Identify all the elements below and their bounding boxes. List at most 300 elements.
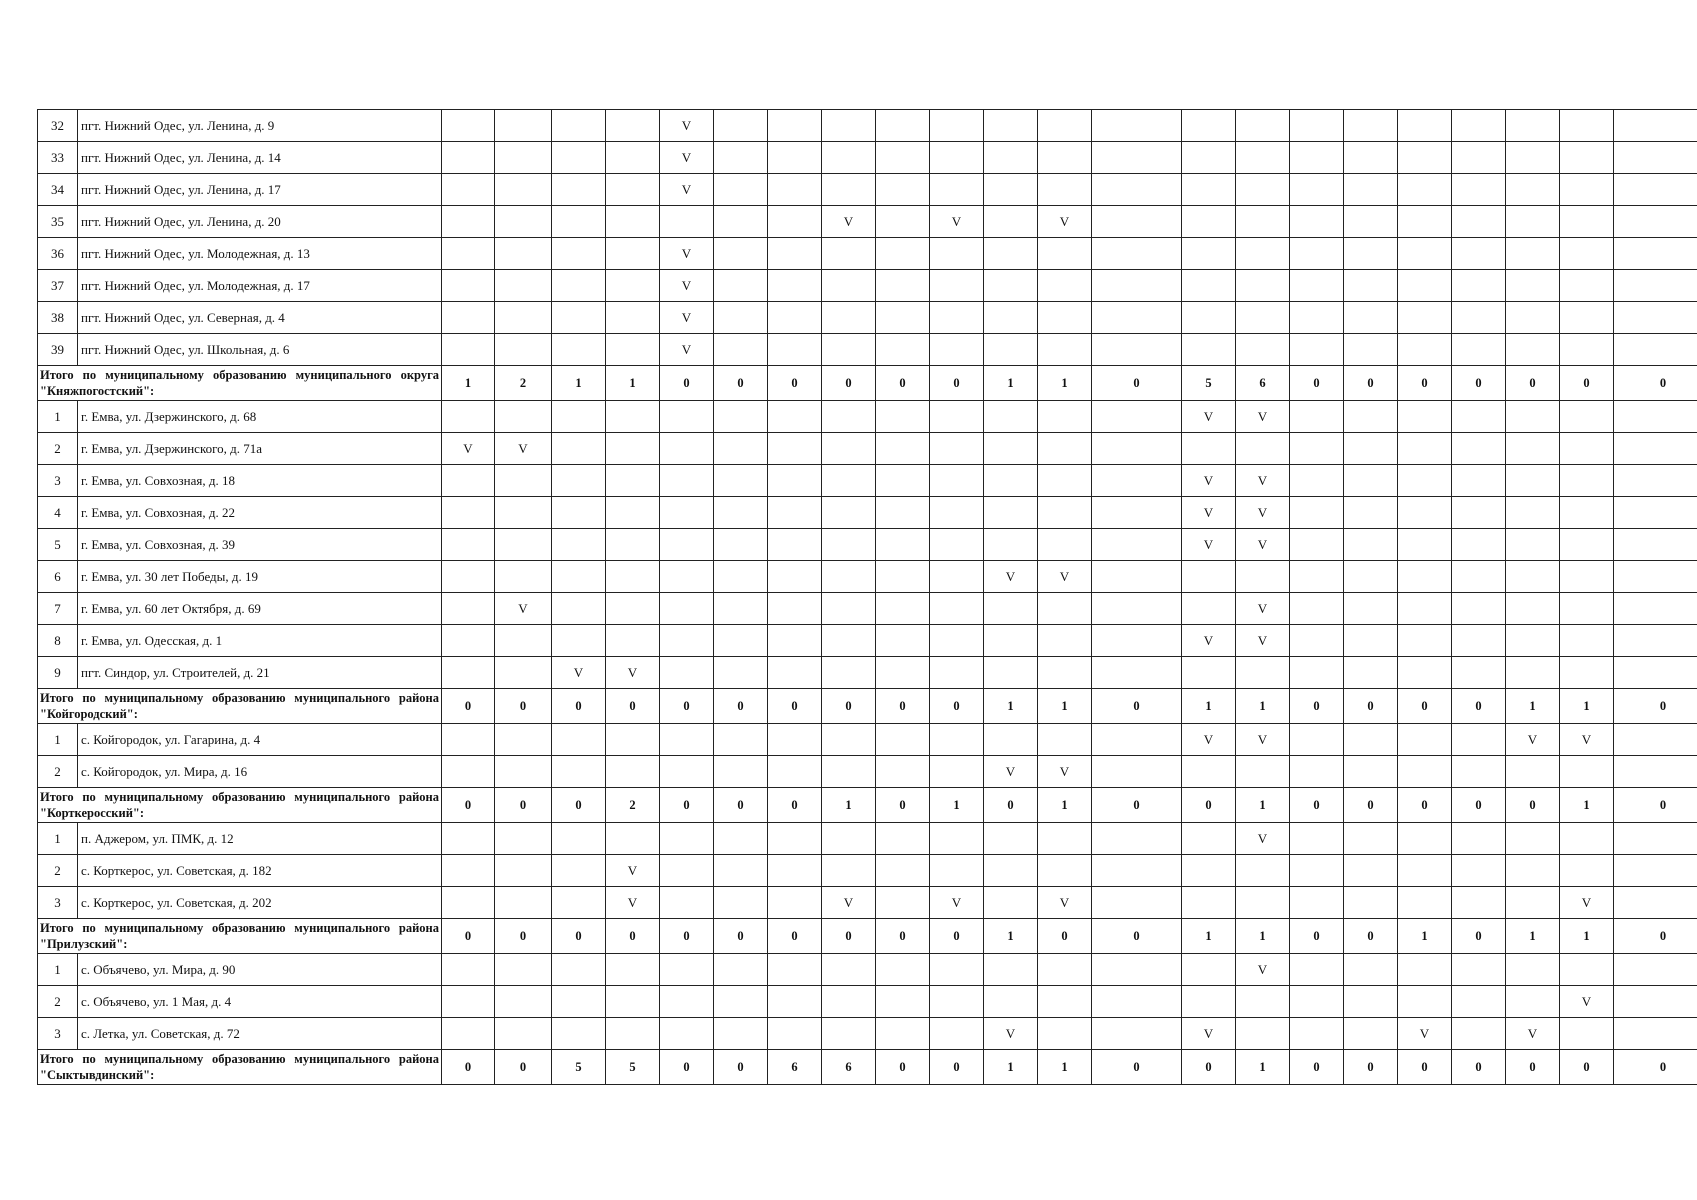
table-row <box>38 238 1697 270</box>
empty-cell <box>1614 561 1697 593</box>
check-mark: V <box>606 887 660 919</box>
empty-cell <box>768 238 822 270</box>
total-value: 0 <box>442 788 495 823</box>
total-value: 6 <box>822 1050 876 1085</box>
empty-cell <box>984 142 1038 174</box>
empty-cell <box>442 238 495 270</box>
empty-cell <box>1506 110 1560 142</box>
empty-cell <box>822 497 876 529</box>
total-value: 1 <box>1506 919 1560 954</box>
empty-cell <box>442 1018 495 1050</box>
row-number: 6 <box>38 561 78 593</box>
empty-cell <box>1614 433 1697 465</box>
empty-cell <box>876 756 930 788</box>
empty-cell <box>660 497 714 529</box>
empty-cell <box>552 986 606 1018</box>
empty-cell <box>1452 657 1506 689</box>
empty-cell <box>1092 529 1182 561</box>
empty-cell <box>984 270 1038 302</box>
empty-cell <box>442 593 495 625</box>
empty-cell <box>1182 174 1236 206</box>
empty-cell <box>768 465 822 497</box>
total-value: 1 <box>1038 1050 1092 1085</box>
empty-cell <box>552 433 606 465</box>
address-cell: с. Койгородок, ул. Мира, д. 16 <box>78 756 442 788</box>
empty-cell <box>442 270 495 302</box>
empty-cell <box>1452 855 1506 887</box>
empty-cell <box>1398 593 1452 625</box>
empty-cell <box>1452 561 1506 593</box>
empty-cell <box>1038 593 1092 625</box>
empty-cell <box>714 238 768 270</box>
empty-cell <box>552 302 606 334</box>
table-row <box>38 206 1697 238</box>
empty-cell <box>1182 756 1236 788</box>
empty-cell <box>822 657 876 689</box>
empty-cell <box>876 625 930 657</box>
total-value: 1 <box>1398 919 1452 954</box>
empty-cell <box>660 823 714 855</box>
check-mark: V <box>1236 529 1290 561</box>
empty-cell <box>660 561 714 593</box>
empty-cell <box>1452 142 1506 174</box>
address-cell: пгт. Нижний Одес, ул. Ленина, д. 20 <box>78 206 442 238</box>
empty-cell <box>822 465 876 497</box>
empty-cell <box>1038 625 1092 657</box>
empty-cell <box>1182 561 1236 593</box>
total-value: 1 <box>822 788 876 823</box>
empty-cell <box>1560 465 1614 497</box>
empty-cell <box>552 497 606 529</box>
empty-cell <box>552 954 606 986</box>
empty-cell <box>1038 465 1092 497</box>
empty-cell <box>930 657 984 689</box>
empty-cell <box>714 561 768 593</box>
empty-cell <box>1560 561 1614 593</box>
empty-cell <box>876 465 930 497</box>
total-value: 0 <box>1398 788 1452 823</box>
empty-cell <box>1344 625 1398 657</box>
empty-cell <box>1452 401 1506 433</box>
empty-cell <box>1560 823 1614 855</box>
total-value: 0 <box>876 689 930 724</box>
check-mark: V <box>1038 756 1092 788</box>
check-mark: V <box>1398 1018 1452 1050</box>
empty-cell <box>1038 334 1092 366</box>
empty-cell <box>1344 497 1398 529</box>
empty-cell <box>1038 497 1092 529</box>
empty-cell <box>442 855 495 887</box>
row-number: 1 <box>38 401 78 433</box>
empty-cell <box>1236 174 1290 206</box>
total-value: 0 <box>1182 1050 1236 1085</box>
empty-cell <box>1290 657 1344 689</box>
empty-cell <box>876 724 930 756</box>
empty-cell <box>930 110 984 142</box>
empty-cell <box>1560 756 1614 788</box>
total-value: 0 <box>1452 689 1506 724</box>
empty-cell <box>876 954 930 986</box>
empty-cell <box>495 561 552 593</box>
empty-cell <box>822 823 876 855</box>
empty-cell <box>495 497 552 529</box>
empty-cell <box>1290 334 1344 366</box>
check-mark: V <box>442 433 495 465</box>
row-number: 3 <box>38 465 78 497</box>
row-number: 2 <box>38 855 78 887</box>
total-value: 0 <box>1452 366 1506 401</box>
empty-cell <box>1092 954 1182 986</box>
empty-cell <box>1290 302 1344 334</box>
empty-cell <box>1398 110 1452 142</box>
empty-cell <box>714 497 768 529</box>
check-mark: V <box>1506 1018 1560 1050</box>
empty-cell <box>822 529 876 561</box>
row-number: 3 <box>38 1018 78 1050</box>
empty-cell <box>1398 561 1452 593</box>
empty-cell <box>930 302 984 334</box>
empty-cell <box>1452 302 1506 334</box>
empty-cell <box>552 593 606 625</box>
table-row <box>38 724 1697 756</box>
total-value: 0 <box>1614 788 1697 823</box>
total-value: 0 <box>1398 1050 1452 1085</box>
total-value: 0 <box>1344 1050 1398 1085</box>
check-mark: V <box>1236 593 1290 625</box>
total-value: 1 <box>606 366 660 401</box>
empty-cell <box>1398 887 1452 919</box>
empty-cell <box>714 401 768 433</box>
total-value: 6 <box>768 1050 822 1085</box>
address-cell: с. Койгородок, ул. Гагарина, д. 4 <box>78 724 442 756</box>
empty-cell <box>822 1018 876 1050</box>
empty-cell <box>1452 986 1506 1018</box>
empty-cell <box>1506 270 1560 302</box>
empty-cell <box>1236 756 1290 788</box>
empty-cell <box>1344 238 1398 270</box>
empty-cell <box>660 625 714 657</box>
empty-cell <box>1344 270 1398 302</box>
empty-cell <box>1398 334 1452 366</box>
total-value: 0 <box>1452 1050 1506 1085</box>
empty-cell <box>1092 756 1182 788</box>
check-mark: V <box>1182 724 1236 756</box>
empty-cell <box>984 887 1038 919</box>
total-value: 0 <box>822 366 876 401</box>
table-row <box>38 433 1697 465</box>
empty-cell <box>606 174 660 206</box>
check-mark: V <box>1236 625 1290 657</box>
empty-cell <box>495 401 552 433</box>
address-cell: г. Емва, ул. Дзержинского, д. 68 <box>78 401 442 433</box>
check-mark: V <box>930 887 984 919</box>
empty-cell <box>1344 657 1398 689</box>
empty-cell <box>1344 756 1398 788</box>
total-value: 0 <box>1560 1050 1614 1085</box>
empty-cell <box>1452 625 1506 657</box>
empty-cell <box>930 823 984 855</box>
empty-cell <box>606 593 660 625</box>
empty-cell <box>1290 986 1344 1018</box>
total-value: 0 <box>1614 689 1697 724</box>
row-number: 2 <box>38 756 78 788</box>
empty-cell <box>1236 238 1290 270</box>
total-value: 0 <box>768 366 822 401</box>
address-cell: с. Корткерос, ул. Советская, д. 202 <box>78 887 442 919</box>
total-value: 1 <box>984 366 1038 401</box>
total-value: 0 <box>495 919 552 954</box>
empty-cell <box>1506 756 1560 788</box>
check-mark: V <box>660 302 714 334</box>
empty-cell <box>876 270 930 302</box>
check-mark: V <box>1038 887 1092 919</box>
total-value: 0 <box>1506 1050 1560 1085</box>
empty-cell <box>768 954 822 986</box>
total-value: 0 <box>1092 788 1182 823</box>
address-cell: п. Аджером, ул. ПМК, д. 12 <box>78 823 442 855</box>
total-value: 0 <box>822 919 876 954</box>
empty-cell <box>1398 174 1452 206</box>
total-value: 0 <box>606 689 660 724</box>
empty-cell <box>768 529 822 561</box>
total-value: 0 <box>442 1050 495 1085</box>
empty-cell <box>1182 954 1236 986</box>
empty-cell <box>1614 465 1697 497</box>
total-value: 0 <box>1092 689 1182 724</box>
empty-cell <box>768 625 822 657</box>
total-value: 0 <box>1344 788 1398 823</box>
check-mark: V <box>822 887 876 919</box>
empty-cell <box>1344 110 1398 142</box>
empty-cell <box>660 954 714 986</box>
empty-cell <box>1344 529 1398 561</box>
empty-cell <box>552 401 606 433</box>
empty-cell <box>1452 206 1506 238</box>
empty-cell <box>495 465 552 497</box>
empty-cell <box>1452 823 1506 855</box>
total-value: 1 <box>1560 788 1614 823</box>
address-cell: с. Корткерос, ул. Советская, д. 182 <box>78 855 442 887</box>
empty-cell <box>930 986 984 1018</box>
empty-cell <box>876 887 930 919</box>
empty-cell <box>768 206 822 238</box>
total-value: 0 <box>1290 366 1344 401</box>
check-mark: V <box>984 561 1038 593</box>
empty-cell <box>660 657 714 689</box>
empty-cell <box>495 206 552 238</box>
empty-cell <box>822 625 876 657</box>
empty-cell <box>876 497 930 529</box>
total-value: 0 <box>1452 919 1506 954</box>
empty-cell <box>442 561 495 593</box>
empty-cell <box>442 465 495 497</box>
empty-cell <box>1506 823 1560 855</box>
total-row <box>38 788 1697 823</box>
empty-cell <box>1092 401 1182 433</box>
empty-cell <box>1236 561 1290 593</box>
table-row <box>38 593 1697 625</box>
empty-cell <box>606 142 660 174</box>
empty-cell <box>606 756 660 788</box>
empty-cell <box>876 110 930 142</box>
total-value: 0 <box>1092 1050 1182 1085</box>
empty-cell <box>1560 174 1614 206</box>
empty-cell <box>1506 206 1560 238</box>
empty-cell <box>1452 954 1506 986</box>
empty-cell <box>1290 823 1344 855</box>
empty-cell <box>1614 174 1697 206</box>
address-cell: г. Емва, ул. Совхозная, д. 39 <box>78 529 442 561</box>
empty-cell <box>606 625 660 657</box>
empty-cell <box>495 302 552 334</box>
empty-cell <box>1092 433 1182 465</box>
empty-cell <box>1344 334 1398 366</box>
empty-cell <box>1092 593 1182 625</box>
empty-cell <box>552 238 606 270</box>
empty-cell <box>1038 174 1092 206</box>
empty-cell <box>768 724 822 756</box>
empty-cell <box>930 334 984 366</box>
check-mark: V <box>1182 625 1236 657</box>
table-row <box>38 465 1697 497</box>
empty-cell <box>876 142 930 174</box>
table-row <box>38 401 1697 433</box>
empty-cell <box>1560 401 1614 433</box>
empty-cell <box>714 433 768 465</box>
total-value: 0 <box>442 689 495 724</box>
empty-cell <box>552 756 606 788</box>
empty-cell <box>1182 986 1236 1018</box>
empty-cell <box>984 593 1038 625</box>
empty-cell <box>1506 561 1560 593</box>
empty-cell <box>1290 238 1344 270</box>
row-number: 37 <box>38 270 78 302</box>
empty-cell <box>984 174 1038 206</box>
empty-cell <box>1092 270 1182 302</box>
empty-cell <box>930 954 984 986</box>
empty-cell <box>1452 724 1506 756</box>
total-value: 1 <box>552 366 606 401</box>
total-value: 0 <box>660 366 714 401</box>
check-mark: V <box>1182 465 1236 497</box>
empty-cell <box>768 142 822 174</box>
empty-cell <box>984 110 1038 142</box>
empty-cell <box>1038 724 1092 756</box>
empty-cell <box>1182 657 1236 689</box>
empty-cell <box>660 593 714 625</box>
empty-cell <box>1236 657 1290 689</box>
empty-cell <box>1236 1018 1290 1050</box>
empty-cell <box>1344 561 1398 593</box>
address-cell: г. Емва, ул. Дзержинского, д. 71а <box>78 433 442 465</box>
check-mark: V <box>1236 497 1290 529</box>
empty-cell <box>1092 465 1182 497</box>
empty-cell <box>1290 724 1344 756</box>
empty-cell <box>1290 174 1344 206</box>
empty-cell <box>1506 954 1560 986</box>
empty-cell <box>1506 174 1560 206</box>
total-value: 2 <box>606 788 660 823</box>
empty-cell <box>768 302 822 334</box>
empty-cell <box>1344 887 1398 919</box>
total-value: 0 <box>660 919 714 954</box>
total-row <box>38 919 1697 954</box>
empty-cell <box>552 206 606 238</box>
total-value: 1 <box>984 689 1038 724</box>
total-value: 0 <box>1614 366 1697 401</box>
total-value: 0 <box>714 366 768 401</box>
empty-cell <box>930 855 984 887</box>
empty-cell <box>1560 302 1614 334</box>
total-value: 0 <box>1290 1050 1344 1085</box>
empty-cell <box>1614 206 1697 238</box>
row-number: 9 <box>38 657 78 689</box>
empty-cell <box>1506 497 1560 529</box>
empty-cell <box>984 823 1038 855</box>
empty-cell <box>1038 110 1092 142</box>
empty-cell <box>495 657 552 689</box>
empty-cell <box>1398 954 1452 986</box>
row-number: 39 <box>38 334 78 366</box>
check-mark: V <box>984 1018 1038 1050</box>
empty-cell <box>1290 270 1344 302</box>
total-value: 0 <box>1398 689 1452 724</box>
empty-cell <box>768 657 822 689</box>
empty-cell <box>1236 433 1290 465</box>
empty-cell <box>714 1018 768 1050</box>
empty-cell <box>984 401 1038 433</box>
empty-cell <box>606 954 660 986</box>
total-value: 1 <box>1038 788 1092 823</box>
empty-cell <box>768 174 822 206</box>
empty-cell <box>1398 238 1452 270</box>
empty-cell <box>1506 529 1560 561</box>
empty-cell <box>768 1018 822 1050</box>
empty-cell <box>495 724 552 756</box>
empty-cell <box>552 887 606 919</box>
empty-cell <box>1452 174 1506 206</box>
check-mark: V <box>1182 401 1236 433</box>
empty-cell <box>1182 206 1236 238</box>
check-mark: V <box>495 593 552 625</box>
empty-cell <box>1560 625 1614 657</box>
check-mark: V <box>660 334 714 366</box>
row-number: 1 <box>38 823 78 855</box>
empty-cell <box>930 142 984 174</box>
empty-cell <box>1452 887 1506 919</box>
total-value: 0 <box>1344 919 1398 954</box>
empty-cell <box>1398 497 1452 529</box>
empty-cell <box>1398 986 1452 1018</box>
row-number: 32 <box>38 110 78 142</box>
table-row <box>38 174 1697 206</box>
empty-cell <box>1038 855 1092 887</box>
empty-cell <box>1398 142 1452 174</box>
empty-cell <box>984 724 1038 756</box>
empty-cell <box>1614 887 1697 919</box>
empty-cell <box>1506 238 1560 270</box>
empty-cell <box>606 401 660 433</box>
empty-cell <box>930 433 984 465</box>
empty-cell <box>1344 206 1398 238</box>
empty-cell <box>552 334 606 366</box>
empty-cell <box>1560 855 1614 887</box>
address-cell: пгт. Нижний Одес, ул. Школьная, д. 6 <box>78 334 442 366</box>
empty-cell <box>714 206 768 238</box>
empty-cell <box>1038 823 1092 855</box>
empty-cell <box>822 334 876 366</box>
empty-cell <box>1614 855 1697 887</box>
